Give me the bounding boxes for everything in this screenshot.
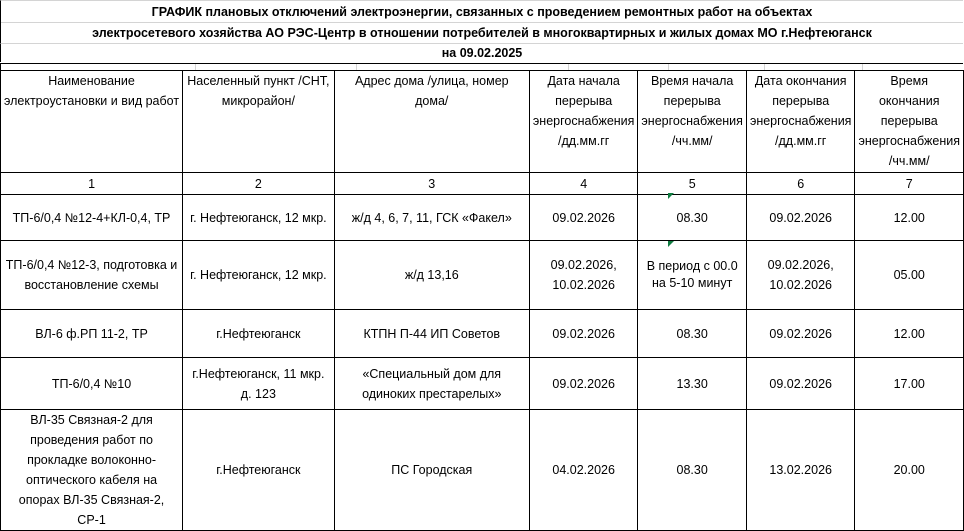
column-number-cell[interactable]: 1 <box>1 173 183 195</box>
column-number-row <box>1 173 964 195</box>
cell-time-start[interactable]: В период с 00.0 на 5-10 минут <box>638 241 747 310</box>
column-number-cell[interactable]: 6 <box>746 173 855 195</box>
cell-time-end[interactable]: 17.00 <box>855 358 964 410</box>
cell-address[interactable]: «Специальный дом для одиноких престарелых» <box>334 358 529 410</box>
cell-locality[interactable]: г.Нефтеюганск <box>183 310 335 358</box>
comment-marker-icon[interactable] <box>668 241 674 247</box>
table-row <box>1 410 964 531</box>
title-line-3: на 09.02.2025 <box>0 44 963 62</box>
header-cell-object[interactable]: Наименование электроустановки и вид работ <box>1 71 183 173</box>
cell-date-end[interactable]: 09.02.2026 <box>746 310 855 358</box>
cell-object[interactable]: ТП-6/0,4 №10 <box>1 358 183 410</box>
header-cell-date-end[interactable]: Дата окончания перерыва энергоснабжения /дд.мм.гг <box>746 71 855 173</box>
column-number-cell[interactable]: 7 <box>855 173 964 195</box>
column-number-cell[interactable]: 3 <box>334 173 529 195</box>
cell-time-end[interactable]: 12.00 <box>855 195 964 241</box>
cell-object[interactable]: ВЛ-35 Связная-2 для проведения работ по прокладке волоконно-оптического кабеля на опорах ВЛ-35 Связная-2, СР-1 <box>1 410 183 531</box>
header-cell-date-start[interactable]: Дата начала перерыва энергоснабжения /дд.мм.гг <box>529 71 638 173</box>
cell-date-start[interactable]: 09.02.2026 <box>529 195 638 241</box>
cell-time-start[interactable]: 08.30 <box>638 410 747 531</box>
cell-time-end[interactable]: 12.00 <box>855 310 964 358</box>
cell-date-end[interactable]: 09.02.2026 <box>746 195 855 241</box>
cell-date-start[interactable]: 09.02.2026 <box>529 358 638 410</box>
cell-locality[interactable]: г.Нефтеюганск, 11 мкр. д. 123 <box>183 358 335 410</box>
cell-address[interactable]: КТПН П-44 ИП Советов <box>334 310 529 358</box>
cell-object[interactable]: ВЛ-6 ф.РП 11-2, ТР <box>1 310 183 358</box>
cell-time-start[interactable]: 13.30 <box>638 358 747 410</box>
cell-time-end[interactable]: 05.00 <box>855 241 964 310</box>
table-row <box>1 358 964 410</box>
cell-time-start[interactable]: 08.30 <box>638 195 747 241</box>
header-cell-address[interactable]: Адрес дома /улица, номер дома/ <box>334 71 529 173</box>
cell-locality[interactable]: г. Нефтеюганск, 12 мкр. <box>183 195 335 241</box>
cell-time-start[interactable]: 08.30 <box>638 310 747 358</box>
title-line-2: электросетевого хозяйства АО РЭС-Центр в отношении потребителей в многоквартирных и жилых домах МО г.Нефтеюганск <box>0 22 963 44</box>
table-row <box>1 241 964 310</box>
comment-marker-icon[interactable] <box>668 193 674 199</box>
cell-date-end[interactable]: 13.02.2026 <box>746 410 855 531</box>
cell-object[interactable]: ТП-6/0,4 №12-3, подготовка и восстановление схемы <box>1 241 183 310</box>
outage-schedule-table <box>0 70 964 531</box>
column-number-cell[interactable]: 2 <box>183 173 335 195</box>
table-row <box>1 310 964 358</box>
cell-locality[interactable]: г.Нефтеюганск <box>183 410 335 531</box>
cell-address[interactable]: ПС Городская <box>334 410 529 531</box>
cell-date-start[interactable]: 09.02.2026, 10.02.2026 <box>529 241 638 310</box>
cell-date-end[interactable]: 09.02.2026, 10.02.2026 <box>746 241 855 310</box>
table-row <box>1 195 964 241</box>
cell-date-start[interactable]: 04.02.2026 <box>529 410 638 531</box>
cell-date-start[interactable]: 09.02.2026 <box>529 310 638 358</box>
spacer-row <box>0 63 963 70</box>
header-row <box>1 71 964 173</box>
cell-locality[interactable]: г. Нефтеюганск, 12 мкр. <box>183 241 335 310</box>
column-number-cell[interactable]: 4 <box>529 173 638 195</box>
header-cell-locality[interactable]: Населенный пункт /СНТ, микрорайон/ <box>183 71 335 173</box>
cell-time-end[interactable]: 20.00 <box>855 410 964 531</box>
column-number-cell[interactable]: 5 <box>638 173 747 195</box>
cell-object[interactable]: ТП-6/0,4 №12-4+КЛ-0,4, ТР <box>1 195 183 241</box>
cell-address[interactable]: ж/д 13,16 <box>334 241 529 310</box>
cell-date-end[interactable]: 09.02.2026 <box>746 358 855 410</box>
header-cell-time-start[interactable]: Время начала перерыва энергоснабжения /чч.мм/ <box>638 71 747 173</box>
cell-address[interactable]: ж/д 4, 6, 7, 11, ГСК «Факел» <box>334 195 529 241</box>
header-cell-time-end[interactable]: Время окончания перерыва энергоснабжения /чч.мм/ <box>855 71 964 173</box>
title-line-1: ГРАФИК плановых отключений электроэнергии, связанных с проведением ремонтных работ на объектах <box>0 0 963 23</box>
